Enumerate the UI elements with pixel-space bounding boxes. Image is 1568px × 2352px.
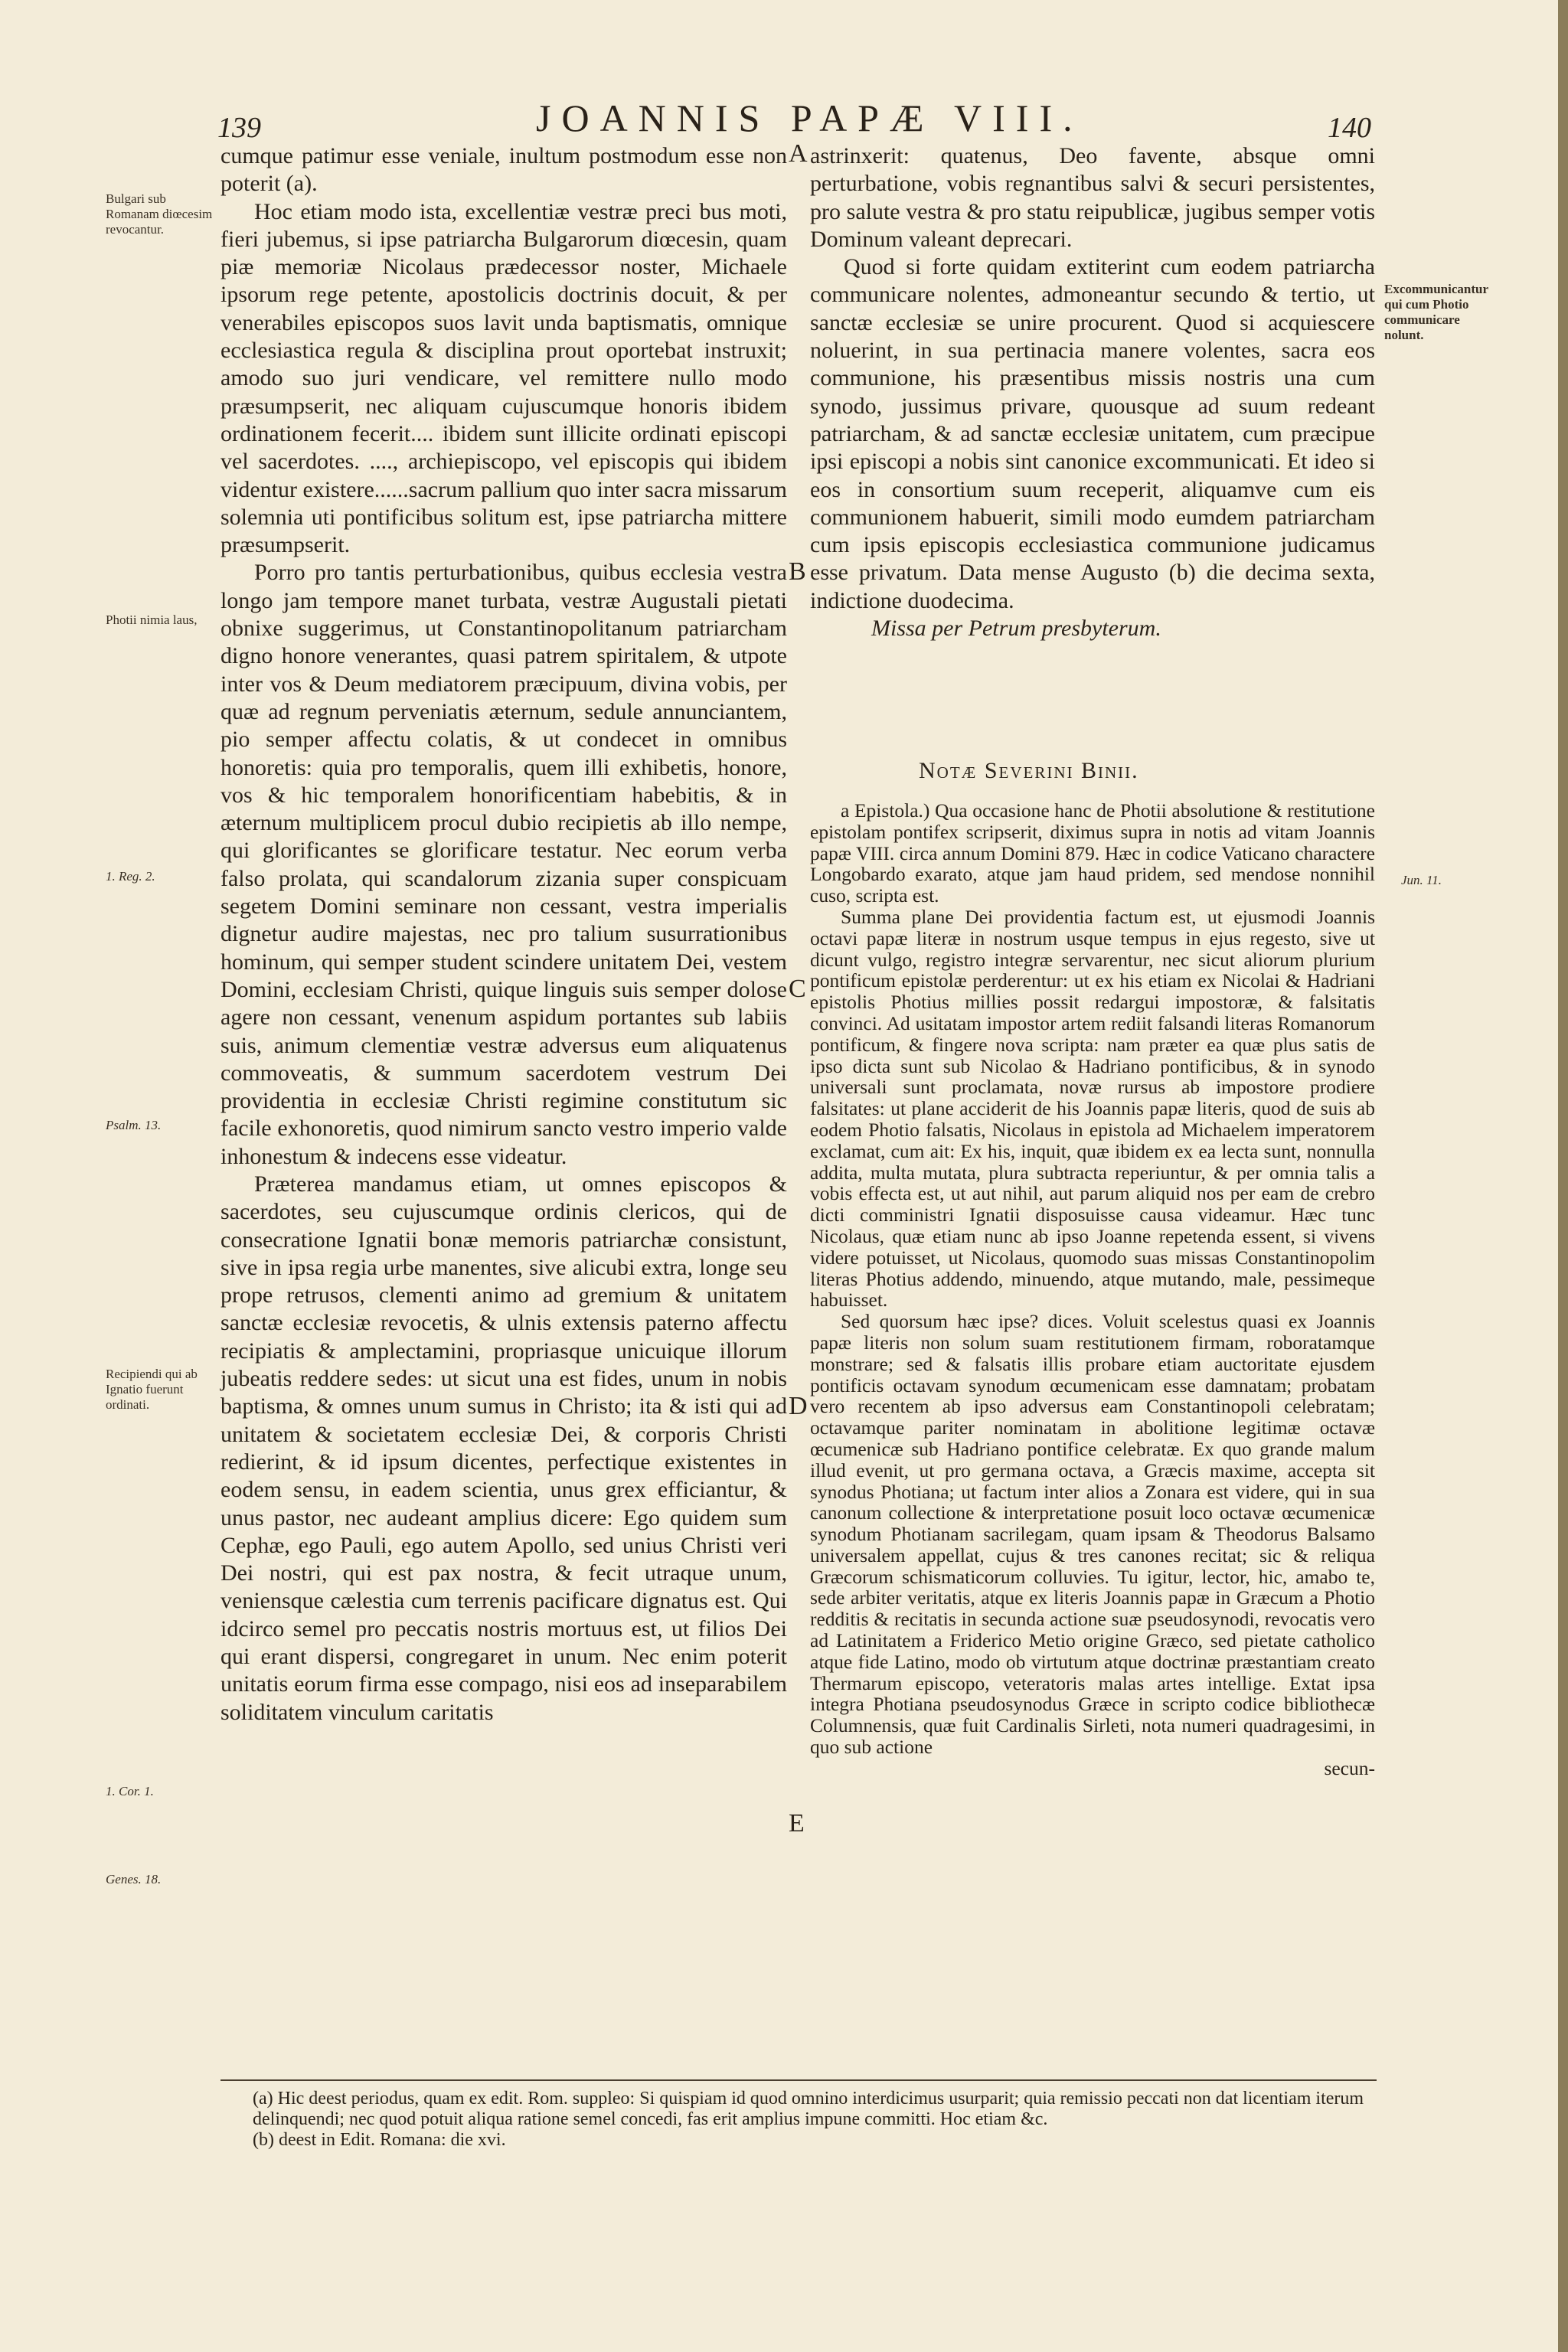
paragraph: Hoc etiam modo ista, excellentiæ vestræ preci bus moti, fieri jubemus, si ipse patriarcha Bulgarorum diœcesin, quam piæ memoriæ Nicolaus prædecessor noster, Michaele ipsorum rege petente, apostolicis doctrinis docuit, & per venerabiles episcopos suos lavit unda baptismatis, omnique ecclesiastica regula & disciplina prout oportebat instruxit; amodo suo juri vendicare, vel remittere nullo modo præsumpserit, nec aliquam cujuscumque honoris ibidem ordinationem fecerit.... ibidem sunt illicite ordinati episcopi vel sacerdotes. ...., archiepiscopo, vel episcopis qui ibidem videntur existere......sacrum pallium quo inter sacra missarum solemnia uti pontificibus solitum est, ipse patriarcha mittere præsumpserit. xyxy=(220,198,787,558)
section-letter-e: E xyxy=(789,1809,805,1838)
margin-note-jun: Jun. 11. xyxy=(1401,873,1442,887)
section-letter-b: B xyxy=(789,557,806,586)
right-page-number: 140 xyxy=(1328,112,1371,144)
page-gutter xyxy=(1558,0,1568,2352)
paragraph: cumque patimur esse veniale, inultum postmodum esse non poterit (a). xyxy=(220,143,787,197)
margin-note-excommunicantur: Excommunicantur qui cum Photio communicare nolunt. xyxy=(1384,282,1488,342)
footnote: (b) deest in Edit. Romana: die xvi. xyxy=(253,2130,506,2150)
note-paragraph: a Epistola.) Qua occasione hanc de Photii absolutione & restitutione epistolam pontifex scripserit, diximus supra in notis ad vitam Joannis papæ VIII. circa annum Domini 879. Hæc in codice Vaticano charactere Longobardo exarato, atque jam haud pridem, sed mendose nonnihil cuso, scripta est. xyxy=(810,799,1375,907)
signature-line: Missa per Petrum presbyterum. xyxy=(871,616,1161,642)
margin-note-psalm: Psalm. 13. xyxy=(106,1118,162,1132)
margin-note-reg: 1. Reg. 2. xyxy=(106,869,155,884)
margin-note-photii: Photii nimia laus, xyxy=(106,612,198,627)
paragraph: Quod si forte quidam extiterint cum eodem patriarcha communicare nolentes, admoneantur secundo & tertio, ut sanctæ ecclesiæ se unire procurent. Quod si acquiescere noluerint, in sua pertinacia manere volentes, sacra eos communione, his præsentibus missis nostris una cum synodo, jussimus privare, quousque ad suum redeant patriarcham, & ad sanctæ ecclesiæ unitatem, cum præcipue ipsi episcopi a nobis sint canonice excommunicati. Et ideo si eos in consortium suum receperit, aliquamve cum eis communionem habuerit, simili modo eumdem patriarcham cum ipsis episcopis ecclesiastica communione judicamus esse privatum. Data mense Augusto (b) die decima sexta, indictione duodecima. xyxy=(810,254,1375,613)
margin-note-recipiendi: Recipiendi qui ab Ignatio fuerunt ordinati. xyxy=(106,1367,198,1412)
section-letter-c: C xyxy=(789,975,806,1003)
right-column xyxy=(810,142,1375,642)
left-column xyxy=(220,142,787,1726)
footnote-rule xyxy=(220,2079,1377,2081)
left-page-number: 139 xyxy=(217,112,261,144)
notes-heading: Notæ Severini Binii. xyxy=(919,758,1139,783)
margin-note-genes: Genes. 18. xyxy=(106,1872,162,1886)
running-title: JOANNIS PAPÆ VIII. xyxy=(536,96,1083,139)
paragraph: Præterea mandamus etiam, ut omnes episcopos & sacerdotes, seu cujuscumque ordinis clericos, qui de consecratione Ignatii bonæ memoris patriarchæ consistunt, sive in ipsa regia urbe manentes, sive alicubi extra, longe seu prope retrusos, clementi animo ad gremium & unitatem sanctæ ecclesiæ revocetis, & ulnis extensis paterno affectu recipiatis & amplectamini, propriasque unicuique illorum jubeatis reddere sedes: ut sicut una est fides, unum in nobis baptisma, & omnes unum sumus in Christo; ita & isti qui ad unitatem & societatem ecclesiæ Dei, & corporis Christi redierint, & id ipsum dicentes, perfectique existentes in eodem sensu, in eadem scientia, unus grex efficiantur, & unus pastor, nec audeant amplius dicere: Ego quidem sum Cephæ, ego Pauli, ego autem Apollo, sed unius Christi veri Dei nostri, qui est pax nostra, & fecit utraque unum, veniensque cælestia cum terrenis pacificare dignatus est. Qui idcirco semel pro peccatis nostris mortuus est, ut filios Dei qui erant dispersi, congregaret in unum. Nec enim poterit unitatis eorum firma esse compago, nisi eos ad inseparabilem soliditatem vinculum caritatis xyxy=(220,1171,787,1725)
note-paragraph: Summa plane Dei providentia factum est, ut ejusmodi Joannis octavi papæ literæ in nostrum usque tempus in ejus regesto, sive ut dicunt vulgo, registro integræ servarentur, nec sicut aliorum plurium pontificum epistolæ perderentur: ut ex his etiam ex Nicolai & Hadriani epistolis Photius millies possit redargui impostoræ, & falsitatis convinci. Ad usitatam impostor artem rediit falsandi literas Romanorum pontificum, & fingere nova scripta: nam præter ea quæ plus satis de ipso dicta sunt sub Nicolao & Hadriano pontificibus, & in synodo universali sunt proclamata, novæ rursus ab impostore prodiere falsitates: ut plane acciderit de his Joannis papæ literis, quod de suis ab eodem Photio falsatis, Nicolaus in epistola ad Michaelem imperatorem exclamat, cum ait: Ex his, inquit, quæ ibidem ex ea lecta sunt, nonnulla addita, multa mutata, plura subtracta reperiuntur, & per omnia talis a vobis effecta est, ut aut nihil, aut parum aliquid nos per eam de crebro dicti comministri Ignatii disposuisse causa videamur. Hæc tunc Nicolaus, quæ etiam nunc ab ipso Joanne repetenda essent, si vivens videre potuisset, ut Nicolaus, quomodo suas missas Constantinopolim literas Photius addendo, minuendo, atque mutando, male, pessimeque habuisset. xyxy=(810,905,1375,1312)
footnote: (a) Hic deest periodus, quam ex edit. Rom. suppleo: Si quispiam id quod omnino interdicimus usurparit; quia remissio peccati non dat licentiam iterum delinquendi; nec quod potuit aliqua ratione semel concedi, fas erit amplius impune committi. Hoc etiam &c. xyxy=(253,2089,1364,2129)
section-letter-a: A xyxy=(789,139,808,168)
section-letter-d: D xyxy=(789,1392,808,1420)
catchword: secun- xyxy=(1324,1756,1375,1779)
footnotes xyxy=(253,2089,1378,2151)
notes-block xyxy=(810,800,1375,1779)
paragraph: astrinxerit: quatenus, Deo favente, absque omni perturbatione, vobis regnantibus salvi & securi persistentes, pro salute vestra & pro statu reipublicæ, jugibus semper votis Dominum valeant deprecari. xyxy=(810,143,1375,252)
margin-note-bulgari: Bulgari sub Romanam diœcesim revocantur. xyxy=(106,191,213,237)
margin-note-cor: 1. Cor. 1. xyxy=(106,1784,154,1798)
note-paragraph: Sed quorsum hæc ipse? dices. Voluit scelestus quasi ex Joannis papæ literis non solum suam restitutionem firmam, roboratamque monstrare; sed & falsatis illis probare etiam auctoritate ejusdem pontificis octavam synodum œcumenicam esse damnatam; probatam vero recentem ab ipso adversus eam Constantinopoli celebratam; octavamque pariter nominatam in abolitione legitimæ octavæ œcumenicæ sub Hadriano pontifice celebratæ. Ex quo grande malum illud evenit, ut pro germana octava, a Græcis maxime, accepta sit synodus Photiana; ut factum inter alios a Zonara est videre, qui in sua canonum collectione & interpretatione posuit loco octavæ œcumenicæ synodum Photianam sacrilegam, quam ipsam & Theodorus Balsamo universalem appellat, cujus & tres canones recitat; sic & reliqua Græcorum schismaticorum colluvies. Tu igitur, lector, hic, amabo te, sede arbiter veritatis, atque ex literis Joannis papæ in Græcum a Photio redditis & recitatis in secunda actione suæ pseudosynodi, revocatis vero ad Latinitatem a Friderico Metio origine Græco, sed pietate catholico atque fide Latino, modo ob virtutum atque doctrinæ præstantiam creato Thermarum episcopo, veteratoris malas artes intellige. Extat ipsa integra Photiana pseudosynodus Græce in scripto codice bibliothecæ Columnensis, quæ fuit Cardinalis Sirleti, nota numeri quadragesimi, in quo sub actione xyxy=(810,1310,1375,1759)
paragraph: Porro pro tantis perturbationibus, quibus ecclesia vestra longo jam tempore manet turbata, vestræ Augustali pietati obnixe suggerimus, ut Constantinopolitanum patriarcham digno honore venerantes, quasi patrem spiritalem, & utpote inter vos & Deum mediatorem præcipuum, divina vobis, per quæ ad regnum perveniatis æternum, sedule annunciantem, pio semper affectu colatis, & ut condecet in omnibus honoretis: quia pro temporalis, quem illi exhibetis, honore, vos & hic temporalem honorificentiam habebitis, & in æternum multiplicem procul dubio recipietis ab illo nempe, qui glorificantes se glorificare testatur. Nec eorum verba falso prolata, qui scandalorum zizania super conspicuam segetem Domini seminare non cessant, vestra imperialis dignetur audire majestas, nec pro talium susurrationibus hominum, qui semper student scindere unitatem Dei, vestem Domini, ecclesiam Christi, quique linguis suis semper dolose agere non cessant, venenum aspidum portantes sub labiis suis, animum clementiæ vestræ adversus eum aliquatenus commoveatis, & summum sacerdotem vestrum Dei providentia in ecclesiæ Christi regimine constitutum sic facile exhonoretis, quod nimirum sancto vestro imperio valde inhonestum & indecens esse videatur. xyxy=(220,560,787,1169)
